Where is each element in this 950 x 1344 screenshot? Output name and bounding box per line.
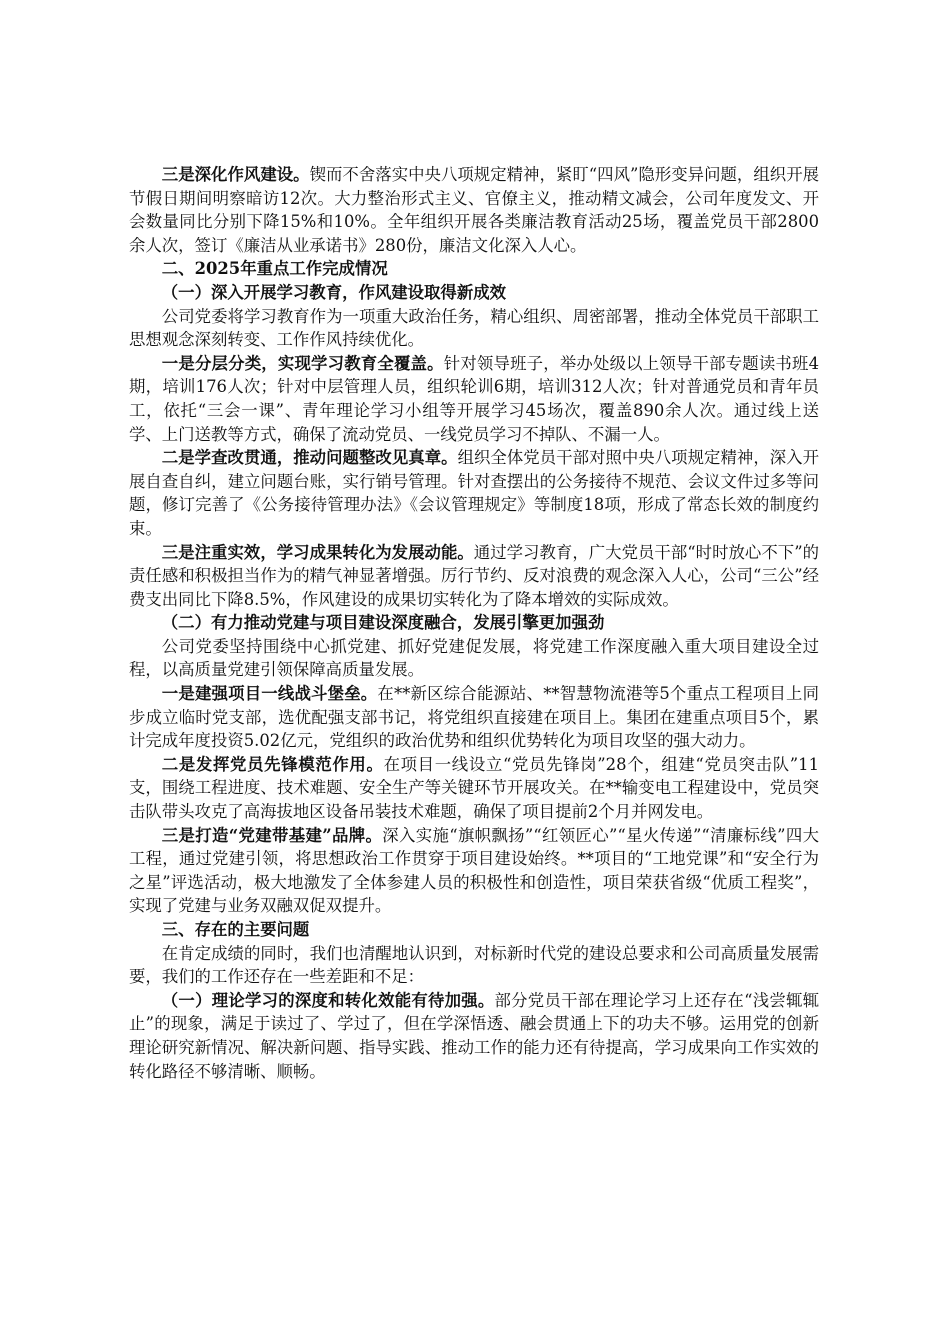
paragraph-lead: 一是建强项目一线战斗堡垒。 [161,684,378,704]
paragraph [129,753,819,824]
paragraph [129,352,819,446]
paragraph [129,446,819,540]
paragraph-text: 针对领导班子，举办处级以上领导干部专题读书班4期，培训176人次；针对中层管理人员，组织轮训6期，培训312人次；针对普通党员和青年员工，依托“三会一课”、青年理论学习小组等开展学习45场次，覆盖890余人次。通过线上送学、上门送教等方式，确保了流动党员、一线党员学习不掉队、不漏一人。 [129,353,820,444]
paragraph-lead: 二是发挥党员先锋模范作用。 [161,754,384,774]
paragraph-text: 深入实施“旗帜飘扬”“红领匠心”“星火传递”“清廉标线”四大工程，通过党建引领，将思想政治工作贯穿于项目建设始终。**项目的“工地党课”和“安全行为之星”评选活动，极大地激发了全体参建人员的积极性和创造性，项目荣获省级“优质工程奖”，实现了党建与业务双融双促双提升。 [129,825,819,916]
paragraph [129,682,819,753]
paragraph-lead: 三是注重实效，学习成果转化为发展动能。 [161,542,474,562]
paragraph-text: 公司党委坚持围绕中心抓党建、抓好党建促发展，将党建工作深度融入重大项目建设全过程，以高质量党建引领保障高质量发展。 [129,636,819,680]
paragraph [129,824,819,918]
paragraph-lead: 三是打造“党建带基建”品牌。 [161,825,383,845]
paragraph-text: 在项目一线设立“党员先锋岗”28个，组建“党员突击队”11支，围绕工程进度、技术难题、安全生产等关键环节开展攻关。在**输变电工程建设中，党员突击队带头攻克了高海拔地区设备吊装技术难题，确保了项目提前2个月并网发电。 [129,754,820,822]
paragraph-text: 组织全体党员干部对照中央八项规定精神，深入开展自查自纠，建立问题台账，实行销号管理。针对查摆出的公务接待不规范、会议文件过多等问题，修订完善了《公务接待管理办法》《会议管理规定》等制度18项，形成了常态长效的制度约束。 [129,448,820,538]
subsection-heading: （一）深入开展学习教育，作风建设取得新成效 [161,282,506,302]
paragraph-lead: （一）理论学习的深度和转化效能有待加强。 [161,990,495,1010]
paragraph [129,163,819,257]
paragraph [129,635,819,682]
paragraph [129,541,819,612]
section-heading: 二、2025年重点工作完成情况 [161,259,388,279]
document-body [129,163,819,1083]
paragraph-text: 公司党委将学习教育作为一项重大政治任务，精心组织、周密部署，推动全体党员干部职工思想观念深刻转变、工作作风持续优化。 [129,306,819,350]
paragraph-lead: 一是分层分类，实现学习教育全覆盖。 [161,353,444,373]
paragraph-text: 锲而不舍落实中央八项规定精神，紧盯“四风”隐形变异问题，组织开展节假日期间明察暗访12次。大力整治形式主义、官僚主义，推动精文减会，公司年度发文、开会数量同比分别下降15%和10%。全年组织开展各类廉洁教育活动25场，覆盖党员干部2800余人次，签订《廉洁从业承诺书》280份，廉洁文化深入人心。 [129,165,820,255]
paragraph [129,942,819,989]
paragraph-text: 通过学习教育，广大党员干部“时时放心不下”的责任感和积极担当作为的精气神显著增强。厉行节约、反对浪费的观念深入人心，公司“三公”经费支出同比下降8.5%，作风建设的成果切实转化为了降本增效的实际成效。 [129,542,819,609]
subsection-heading: （二）有力推动党建与项目建设深度融合，发展引擎更加强劲 [161,613,605,633]
paragraph-lead: 三是深化作风建设。 [161,165,310,184]
section-heading: 三、存在的主要问题 [161,920,310,939]
paragraph-lead: 二是学查改贯通，推动问题整改见真章。 [161,448,458,468]
paragraph [129,989,819,1083]
paragraph [129,305,819,352]
paragraph-text: 在**新区综合能源站、**智慧物流港等5个重点工程项目上同步成立临时党支部，选优配强支部书记，将党组织直接建在项目上。集团在建重点项目5个，累计完成年度投资5.02亿元，党组织的政治优势和组织优势转化为项目攻坚的强大动力。 [129,684,819,751]
paragraph-text: 部分党员干部在理论学习上还存在“浅尝辄辄止”的现象，满足于读过了、学过了，但在学深悟透、融会贯通上下的功夫不够。运用党的创新理论研究新情况、解决新问题、指导实践、推动工作的能力还有待提高，学习成果向工作实效的转化路径不够清晰、顺畅。 [129,990,819,1081]
paragraph-text: 在肯定成绩的同时，我们也清醒地认识到，对标新时代党的建设总要求和公司高质量发展需要，我们的工作还存在一些差距和不足： [129,943,819,987]
